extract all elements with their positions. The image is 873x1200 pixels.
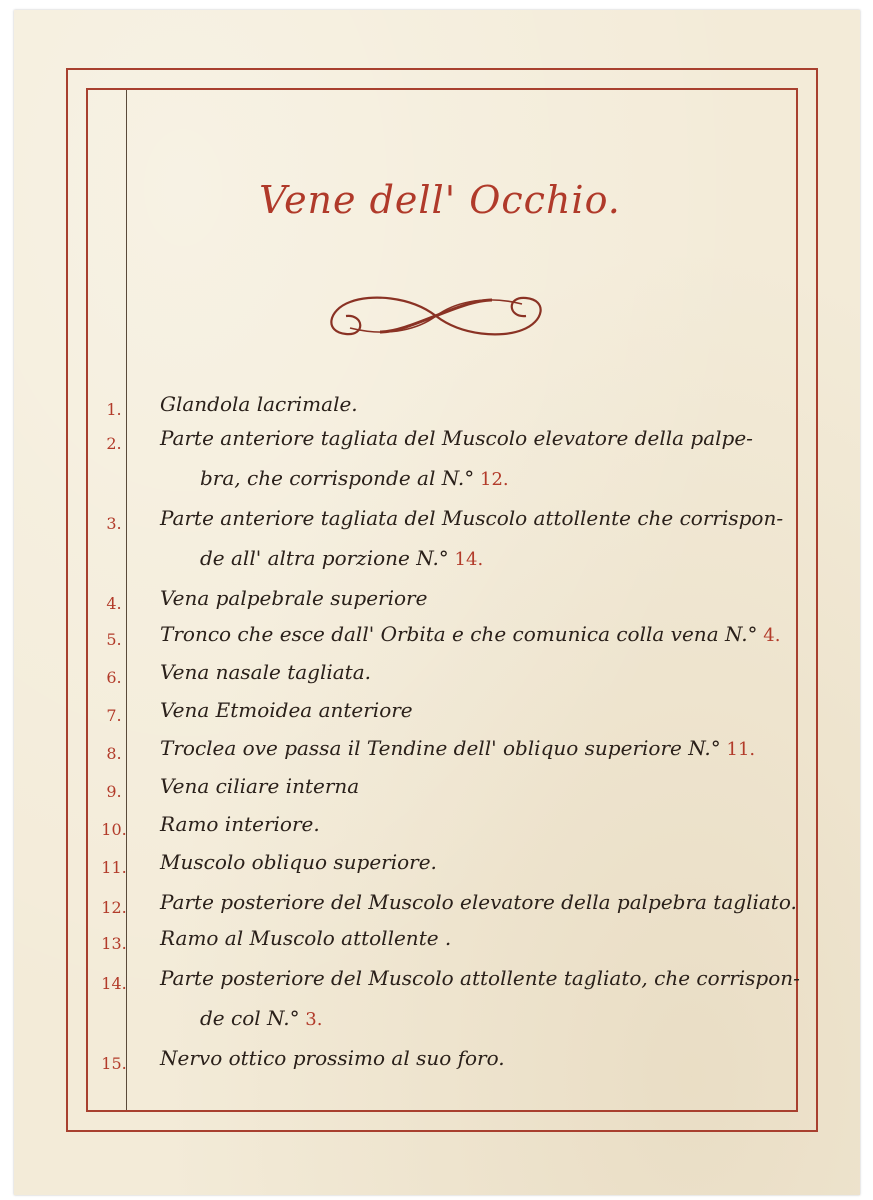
entry-text [160,1046,505,1070]
entry-text-line: Tronco che esce dall' Orbita e che comunica colla vena N.° [160,622,758,646]
entry-text [160,926,451,950]
entry-number: 12. [101,898,127,917]
entry-number: 3. [106,514,122,533]
entry-text-line: de all' altra porzione N.° [200,546,449,570]
entry-number: 9. [106,782,122,801]
entry-text-line: Vena ciliare interna [160,774,360,798]
entry-text-line: Vena Etmoidea anteriore [160,698,413,722]
entry-number: 4. [106,594,122,613]
entry-text-continuation [200,466,509,490]
entry-text [160,966,800,990]
entry-text [160,426,753,450]
entry-text-line: Parte posteriore del Muscolo elevatore della palpebra tagliato. [160,890,797,914]
cross-reference: 4. [757,625,781,646]
entry-number: 2. [106,434,122,453]
entry-text [160,890,797,914]
entry-text-line: Troclea ove passa il Tendine dell' obliquo superiore N.° [160,736,721,760]
entry-text-line: Parte anteriore tagliata del Muscolo elevatore della palpe- [160,426,753,450]
entry-text-line: Muscolo obliquo superiore. [160,850,437,874]
entry-text [160,660,371,684]
entry-text [160,774,359,798]
entry-number: 7. [106,706,122,725]
entry-text [160,586,427,610]
entry-text [160,812,320,836]
entry-text [160,850,437,874]
entry-text [160,622,780,646]
entry-number: 8. [106,744,122,763]
entry-number: 13. [101,934,127,953]
entry-text-continuation [200,1006,322,1030]
entry-text-line: Ramo al Muscolo attollente . [160,926,452,950]
cross-reference: 12. [474,469,509,490]
entry-text [160,698,413,722]
entry-text-line: Nervo ottico prossimo al suo foro. [160,1046,505,1070]
entry-number: 6. [106,668,122,687]
entry-number: 15. [101,1054,127,1073]
entry-number: 11. [101,858,127,877]
entry-text [160,736,755,760]
entry-text-line: Glandola lacrimale. [160,392,358,416]
entry-number: 14. [101,974,127,993]
entry-text-line: Vena palpebrale superiore [160,586,428,610]
entry-text-line: de col N.° [200,1006,300,1030]
cross-reference: 14. [448,549,484,570]
entry-text-line: bra, che corrisponde al N.° [200,466,475,490]
cross-reference: 11. [720,739,756,760]
entry-text [160,392,358,416]
calligraphic-flourish [320,288,552,344]
entry-text-continuation [200,546,483,570]
entry-text-line: Vena nasale tagliata. [160,660,371,684]
entry-text [160,506,783,530]
entry-number: 5. [106,630,122,649]
entry-number: 1. [106,400,122,419]
cross-reference: 3. [299,1009,323,1030]
entry-text-line: Parte anteriore tagliata del Muscolo attollente che corrispon- [160,506,784,530]
entry-text-line: Ramo interiore. [160,812,320,836]
page-title: Vene dell' Occhio. [259,178,621,222]
entry-number: 10. [101,820,127,839]
entry-text-line: Parte posteriore del Muscolo attollente tagliato, che corrispon- [160,966,800,990]
